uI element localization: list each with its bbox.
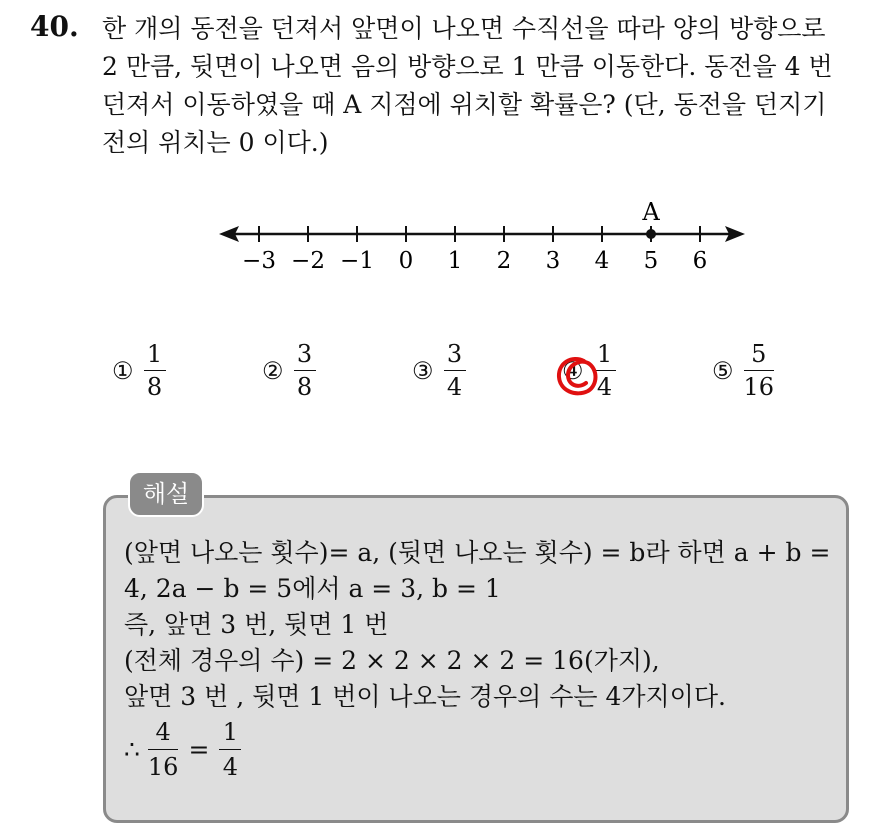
lhs-denominator: 16 [147,753,179,781]
fraction-bar [144,370,166,371]
point-a-label: A [642,198,660,226]
solution-line: 앞면 3 번 , 뒷면 1 번이 나오는 경우의 수는 4가지이다. [124,682,726,711]
choice-fraction [744,340,775,401]
choice-number: ② [262,356,284,385]
point-a-dot [646,229,656,239]
rhs-numerator: 1 [222,718,239,746]
rhs-denominator: 4 [222,753,239,781]
fraction-bar [444,370,466,371]
fraction-bar [294,370,316,371]
choice-fraction [144,340,166,401]
tick-label: 1 [447,248,463,274]
choice-1[interactable] [112,340,166,401]
question-number: 40. [30,10,79,43]
question-line: 전의 위치는 0 이다.) [102,128,329,157]
numerator: 5 [751,340,767,368]
solution-text [124,535,844,782]
numerator: 3 [296,340,313,368]
denominator: 4 [596,373,613,401]
answer-mark-icon [554,353,600,399]
solution-line: 4, 2a − b = 5에서 a = 3, b = 1 [124,574,501,603]
tick-label: 6 [692,248,708,274]
lhs-fraction [148,717,179,782]
solution-line: 즉, 앞면 3 번, 뒷면 1 번 [124,610,389,639]
choice-5[interactable] [712,340,774,401]
choice-2[interactable] [262,340,316,401]
tick-label: 3 [545,248,561,274]
choice-number: ⑤ [712,356,734,385]
tick-label: 5 [643,248,659,274]
numerator: 3 [446,340,463,368]
tick-label: 0 [398,248,414,274]
solution-final [124,717,844,782]
choice-fraction [294,340,316,401]
therefore-symbol: ∴ [124,734,140,764]
numerator: 1 [146,340,163,368]
denominator: 8 [296,373,313,401]
choice-number: ④ [562,357,584,385]
rhs-fraction [219,717,241,782]
choice-4[interactable] [562,340,616,401]
choice-fraction [444,340,466,401]
fraction-bar [744,370,775,371]
question-line: 던져서 이동하였을 때 A 지점에 위치할 확률은? (단, 동전을 던지기 [102,90,827,119]
fraction-bar [148,749,179,750]
tick-label: −3 [242,248,276,274]
numerator: 1 [596,340,613,368]
question-line: 2 만큼, 뒷면이 나오면 음의 방향으로 1 만큼 이동한다. 동전을 4 번 [102,52,833,81]
question-text [102,10,872,162]
solution-line: (전체 경우의 수) = 2 × 2 × 2 × 2 = 16(가지), [124,646,660,675]
tick-label: −2 [291,248,325,274]
question-line: 한 개의 동전을 던져서 앞면이 나오면 수직선을 따라 양의 방향으로 [102,14,826,43]
denominator: 16 [743,373,775,401]
solution-tag: 해설 [128,471,204,517]
number-line [215,198,755,278]
tick-label: −1 [340,248,374,274]
denominator: 8 [146,373,163,401]
choice-number: ③ [412,356,434,385]
solution-line: (앞면 나오는 횟수)= a, (뒷면 나오는 횟수) = b라 하면 a + b = [124,538,831,567]
choice-number: ① [112,356,134,385]
fraction-bar [219,749,241,750]
answer-choices [0,340,884,420]
equals-sign: = [188,734,210,764]
tick-label: 2 [496,248,512,274]
choice-3[interactable] [412,340,466,401]
tick-label: 4 [594,248,610,274]
denominator: 4 [446,373,463,401]
lhs-numerator: 4 [155,718,171,746]
